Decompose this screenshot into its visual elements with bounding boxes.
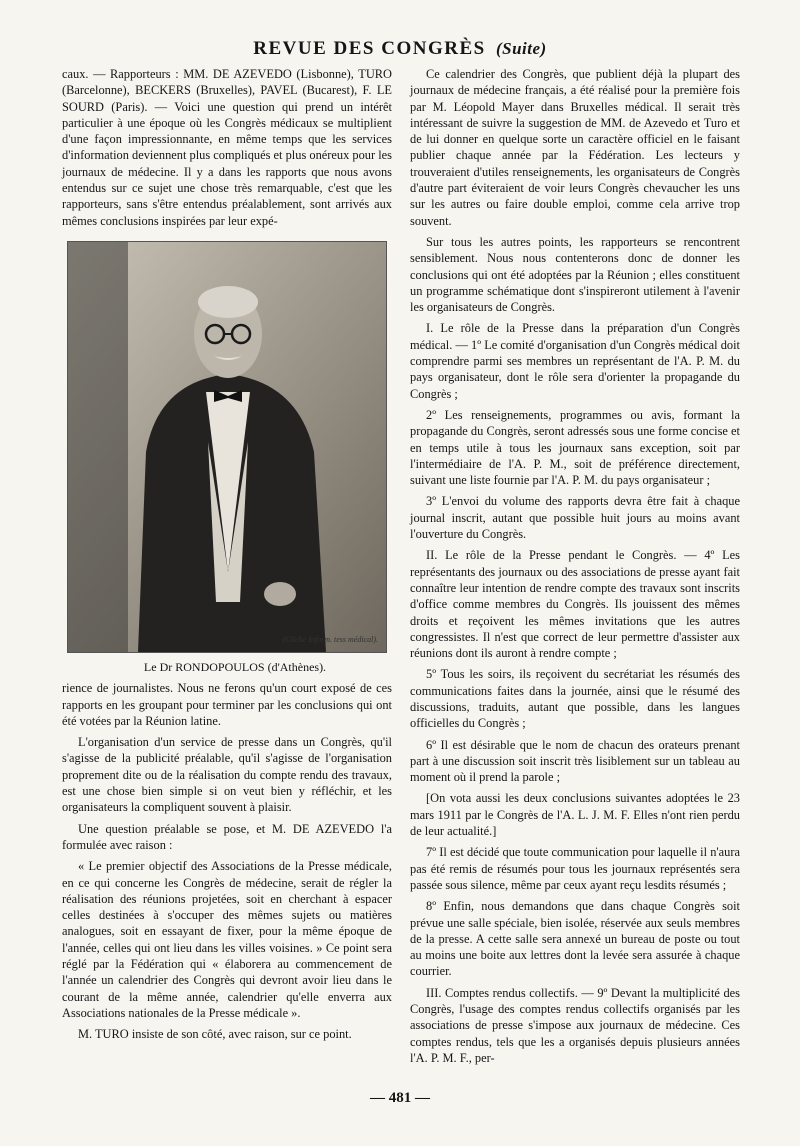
photo-credit: (Cliché Inform. tess médical).: [282, 634, 378, 644]
paragraph: « Le premier objectif des Associations de la Presse médicale, en ce qui concerne les Congrès de médecine, serait de régler la réalisation des réunions projetées, soit en cherchant à espacer celles destinées à s'occuper des mêmes sujets ou matières analogues, soit en essayant de fixer, pour la même époque de l'année, celles qui ont lieu dans les villes voisines. » Ce point sera réglé par la Fédération qui « élaborera au commencement de l'année un calendrier des Congrès qui devront avoir lieu dans le courant de la même année, calendrier qu'elle enverra aux Associations nationales de la Presse médicale ».: [62, 859, 392, 1020]
paragraph: 3º L'envoi du volume des rapports devra être fait à chaque journal inscrit, autant que possible huit jours au moins avant l'ouverture du Congrès.: [410, 494, 740, 542]
page-number: — 481 —: [370, 1090, 430, 1106]
paragraph: L'organisation d'un service de presse dans un Congrès, qu'il s'agisse de la publicité préalable, qu'il s'agisse de l'organisation proprement dite ou de la réalisation du compte rendu des travaux, est une chose bien simple si on veut bien y réfléchir, et les organisateurs la compliquent souvent à plaisir.: [62, 735, 392, 815]
header-title: REVUE DES CONGRÈS: [253, 38, 486, 59]
paragraph: Sur tous les autres points, les rapporteurs se rencontrent sensiblement. Nous nous contenterons donc de donner les conclusions qui ont été adoptées par la Réunion ; elles constituent un programme schématique dont s'inspireront utilement à l'avenir les organisateurs de Congrès.: [410, 234, 740, 315]
paragraph: Une question préalable se pose, et M. DE AZEVEDO l'a formulée avec raison :: [62, 821, 392, 852]
paragraph: 8º Enfin, nous demandons que dans chaque Congrès soit prévue une salle spéciale, bien isolée, réservée aux seuls membres de la presse. A cette salle sera annexé un bureau de poste ou tout au moins une boite aux lettres dont la levée sera assurée à chaque courrier.: [410, 899, 740, 979]
right-column: [410, 66, 740, 1071]
paragraph: III. Comptes rendus collectifs. — 9º Devant la multiplicité des Congrès, l'usage des comptes rendus collectifs organisés par les associations de presse s'impose aux journaux de médecine. Ces comptes rendus, tels que les a organisés depuis plusieurs années l'A. P. M. F., per-: [410, 985, 740, 1065]
portrait-photo: [67, 241, 387, 653]
paragraph: II. Le rôle de la Presse pendant le Congrès. — 4º Les représentants des journaux ou des associations de presse ayant fait connaître leur intention de rendre compte des travaux sont inscrits d'office comme membres du Congrès. Ils jouissent des mêmes droits et reçoivent les mêmes invitations que les autres congressistes. Il n'est que correct de leur permettre d'assister aux réunions dont ils auront à rendre compte ;: [410, 548, 740, 661]
left-column: [62, 66, 392, 1048]
paragraph: caux. — Rapporteurs : MM. DE AZEVEDO (Lisbonne), TURO (Barcelonne), BECKERS (Bruxelles), PAVEL (Bucarest), F. LE SOURD (Paris). — Voici une question qui prend un intérêt particulier à une époque où les Congrès médicaux se multiplient d'une façon impressionnante, en même temps que les services d'information deviennent plus compliqués et plus onéreux pour les journaux de médecine. Il y a dans les rapports que nous avons entendus sur ce sujet une chose très remarquable, c'est que les rapporteurs, sans s'être entendus préalablement, sont arrivés aux mêmes conclusions inspirées par leur expé-: [62, 67, 392, 228]
paragraph: Ce calendrier des Congrès, que publient déjà la plupart des journaux de médecine français, a été réalisé pour la première fois par M. Léopold Mayer dans Bruxelles médical. Il serait très intéressant de suivre la suggestion de MM. de Azevedo et Turo et de lui donner en quelque sorte un caractère officiel en le faisant publier chaque année par la Fédération. Les lecteurs y trouveraient d'utiles renseignements, les organisateurs de Congrès d'autre part éviteraient de voir leurs Congrès chevaucher les uns sur les autres ou faire double emploi, comme cela arrive trop souvent.: [410, 67, 740, 228]
paragraph: [On vota aussi les deux conclusions suivantes adoptées le 23 mars 1911 par le Congrès de l'A. L. J. M. F. Elles n'ont rien perdu de leur actualité.]: [410, 791, 740, 839]
paragraph: M. TURO insiste de son côté, avec raison, sur ce point.: [78, 1027, 352, 1042]
paragraph: 2º Les renseignements, programmes ou avis, formant la propagande du Congrès, seront adressés sous une forme concise et en temps utile à tous les journaux sans exception, soit par l'intermédiaire de l'A. P. M., soit de préférence directement, suivant une liste fournie par l'A. P. M. du pays organisateur ;: [410, 407, 740, 488]
paragraph: 5º Tous les soirs, ils reçoivent du secrétariat les résumés des communications faites dans la journée, ainsi que le résumé des discussions, traduits, autant que possible, dans les langues officielles du Congrès ;: [410, 667, 740, 731]
paragraph: I. Le rôle de la Presse dans la préparation d'un Congrès médical. — 1º Le comité d'organisation d'un Congrès médical doit comprendre parmi ses membres un représentant de l'A. P. M. du pays organisateur, dont le rôle sera d'orienter la propagande du Congrès ;: [410, 321, 740, 401]
header-subtitle: (Suite): [495, 39, 547, 58]
portrait-illustration: [68, 242, 386, 652]
page-header: [0, 38, 800, 60]
figure-caption: Le Dr RONDOPOULOS (d'Athènes).: [143, 659, 327, 674]
paragraph: 7º Il est décidé que toute communication pour laquelle il n'aura pas été remis de résumés pour tous les journaux représentés sera passée sous silence, même par ceux ayant reçu lesdits résumés ;: [410, 845, 740, 892]
paragraph: 6º Il est désirable que le nom de chacun des orateurs prenant part à une discussion soit inscrit très lisiblement sur un tableau au moment où il prend la parole ;: [410, 737, 740, 785]
paragraph: rience de journalistes. Nous ne ferons qu'un court exposé de ces rapports en les groupant pour terminer par les conclusions qui ont été votées par la Réunion latine.: [62, 681, 392, 728]
